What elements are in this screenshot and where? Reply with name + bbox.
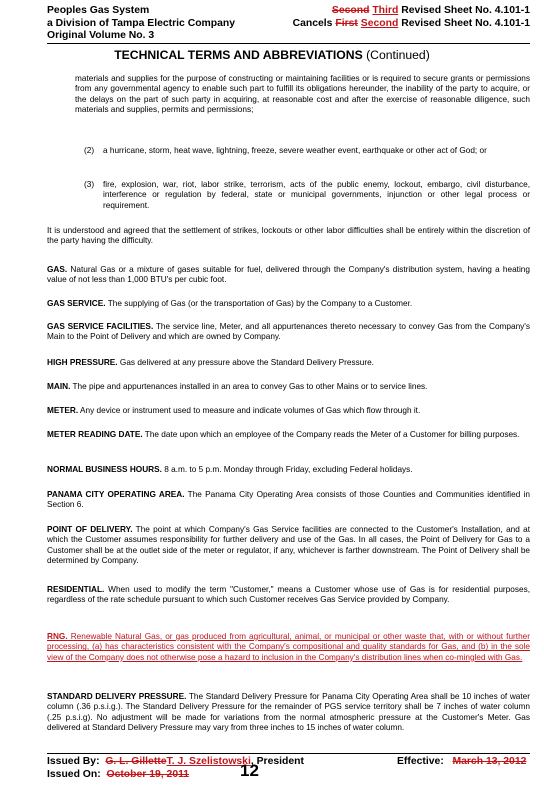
- definition-text: The date upon which an employee of the Company reads the Meter of a Customer for billing purposes.: [142, 430, 520, 439]
- effective-block: [397, 756, 526, 769]
- definition-text: Gas delivered at any pressure above the Standard Delivery Pressure.: [117, 358, 374, 367]
- list-item-text: fire, explosion, war, riot, labor strike, terrorism, acts of the public enemy, lockout, embargo, civil disturbance, interference or regulation by federal, state or municipal governments, injunction or other legal process or requirement.: [103, 180, 530, 210]
- header-rule: [47, 43, 530, 44]
- intro-paragraph-block: [47, 74, 530, 116]
- definition-term: MAIN.: [47, 382, 71, 391]
- definition-panama-city-operating-area: [47, 490, 530, 511]
- definition-standard-delivery-pressure: [47, 692, 530, 734]
- definition-term: GAS SERVICE FACILITIES.: [47, 322, 154, 331]
- revised-inserted-text: Third: [372, 5, 399, 16]
- header-left: [47, 5, 235, 43]
- definition-text: When used to modify the term "Customer," means a Customer whose use of Gas is for residential purposes, regardless of the rate schedule pursuant to which such Customer receives Gas Service provided by Company.: [47, 585, 530, 605]
- definition-gas-service: [47, 299, 530, 309]
- cancels-sheet-line: [293, 18, 530, 31]
- revised-sheet-line: [293, 5, 530, 18]
- issued-by-label: Issued By:: [47, 756, 100, 767]
- definition-text: Natural Gas or a mixture of gases suitable for fuel, delivered through the Company's distribution system, having a heating value of not less than 1,000 BTU's per cubic foot.: [47, 265, 530, 285]
- list-item: [47, 180, 530, 211]
- title-suffix: (Continued): [362, 48, 430, 62]
- definition-rng: [47, 632, 530, 663]
- issued-on-row: [47, 769, 530, 782]
- definition-term: RNG.: [47, 632, 68, 641]
- revised-deleted-text: Second: [331, 5, 370, 16]
- definition-residential: [47, 585, 530, 606]
- definition-gas: [47, 265, 530, 286]
- list-item-text: a hurricane, storm, heat wave, lightning, freeze, severe weather event, earthquake or other act of God; or: [103, 146, 487, 155]
- definition-term: METER READING DATE.: [47, 430, 143, 439]
- footer-rule: [47, 753, 530, 754]
- effective-label: Effective:: [397, 756, 444, 767]
- issued-by-inserted-name: T. J. Szelistowski: [166, 756, 251, 767]
- definition-term: POINT OF DELIVERY.: [47, 525, 133, 534]
- cancels-inserted-text: Second: [360, 17, 399, 29]
- definition-text: The pipe and appurtenances installed in an area to convey Gas to other Mains or to service lines.: [70, 382, 428, 391]
- definition-normal-business-hours: [47, 465, 530, 475]
- cancels-sheet-text: Revised Sheet No. 4.101-1: [398, 17, 530, 29]
- definition-text: The service line, Meter, and all appurtenances thereto necessary to convey Gas from the Company's Main to the Point of Delivery and which are owned by Company.: [47, 322, 530, 342]
- title-main: TECHNICAL TERMS AND ABBREVIATIONS: [114, 48, 363, 62]
- definition-high-pressure: [47, 358, 530, 368]
- effective-deleted-date: March 13, 2012: [452, 756, 527, 767]
- definition-gas-service-facilities: [47, 322, 530, 343]
- definition-point-of-delivery: [47, 525, 530, 567]
- definition-term: GAS SERVICE.: [47, 299, 106, 308]
- issued-by-deleted-name: G. L. Gillette: [105, 756, 167, 767]
- definition-text: The Standard Delivery Pressure for Panama City Operating Area shall be 10 inches of water column (.36 p.s.i.g.). The Standard Delivery Pressure for the remainder of PGS service territory shall be 7 inches of water column (.25 p.s.i.g). No adjustment will be made for variations from the normal atmospheric pressure at the Customer's Meter. Gas delivered at Standard Delivery Pressure may vary from three inches to 15 inches of water column.: [47, 692, 531, 733]
- cancels-deleted-text: First: [335, 17, 358, 29]
- definition-term: HIGH PRESSURE.: [47, 358, 118, 367]
- definition-term: NORMAL BUSINESS HOURS.: [47, 465, 162, 474]
- page-number: 12: [240, 761, 259, 780]
- footer: [47, 756, 530, 781]
- issued-on-deleted-date: October 19, 2011: [106, 768, 190, 780]
- definition-main: [47, 382, 530, 392]
- volume-label: Original Volume No. 3: [47, 30, 155, 41]
- header-right: [293, 5, 530, 30]
- issued-by-row: [47, 756, 530, 769]
- definition-term: GAS.: [47, 265, 68, 274]
- definition-term: PANAMA CITY OPERATING AREA.: [47, 490, 185, 499]
- definition-text: The supplying of Gas (or the transportation of Gas) by the Company to a Customer.: [105, 299, 413, 308]
- division-name: a Division of Tampa Electric Company: [47, 17, 236, 29]
- definition-text: The point at which Company's Gas Service facilities are connected to the Customer's Installation, and at which the Customer assumes responsibility for further delivery and use of the Gas. In all cases, the Point of Delivery for Gas to a Customer shall be at the outlet side of the meter or regulator, if any, whichever is farther downstream. The Point of Delivery shall be determined by Company.: [47, 525, 530, 566]
- issued-by-title: , President: [250, 756, 304, 767]
- definition-text: Any device or instrument used to measure and indicate volumes of Gas which flow through it.: [78, 406, 421, 415]
- page-title: [0, 48, 544, 62]
- issued-on-label: Issued On:: [47, 768, 101, 780]
- strikes-paragraph: It is understood and agreed that the settlement of strikes, lockouts or other labor difficulties shall be entirely within the discretion of the party having the difficulty.: [47, 226, 530, 246]
- definition-meter: [47, 406, 530, 416]
- definition-meter-reading-date: [47, 430, 530, 440]
- definition-text: 8 a.m. to 5 p.m. Monday through Friday, excluding Federal holidays.: [161, 465, 413, 474]
- list-item: [47, 146, 530, 156]
- revised-sheet-text: Revised Sheet No. 4.101-1: [398, 5, 530, 16]
- definition-term: RESIDENTIAL.: [47, 585, 105, 594]
- company-name: Peoples Gas System: [47, 5, 150, 16]
- intro-paragraph: materials and supplies for the purpose of constructing or maintaining facilities or is required to secure grants or permissions from any governmental agency to enable such part to fulfill its obligations hereunder, the inability of the party to acquire, or the delays on the part of such party in acquiring, at reasonable cost and after the exercise of reasonable diligence, such materials and supplies, permits and permissions;: [75, 74, 530, 115]
- definition-text: The Panama City Operating Area consists of those Counties and Communities identified in Section 6.: [47, 490, 530, 510]
- strikes-paragraph-block: [47, 226, 530, 247]
- definition-term: METER.: [47, 406, 79, 415]
- definition-term: STANDARD DELIVERY PRESSURE.: [47, 692, 187, 701]
- list-item-number: (3): [84, 180, 95, 189]
- cancels-prefix: Cancels: [292, 17, 336, 29]
- list-item-number: (2): [84, 146, 95, 155]
- definition-text: Renewable Natural Gas, or gas produced from agricultural, animal, or municipal or other waste that, with or without further processing, (a) has characteristics consistent with the Company's compositional and quality standards for Gas, and (b) in the sole view of the Company does not otherwise pose a hazard to inclusion in the Company's distribution lines when co-mingled with Gas.: [47, 632, 530, 662]
